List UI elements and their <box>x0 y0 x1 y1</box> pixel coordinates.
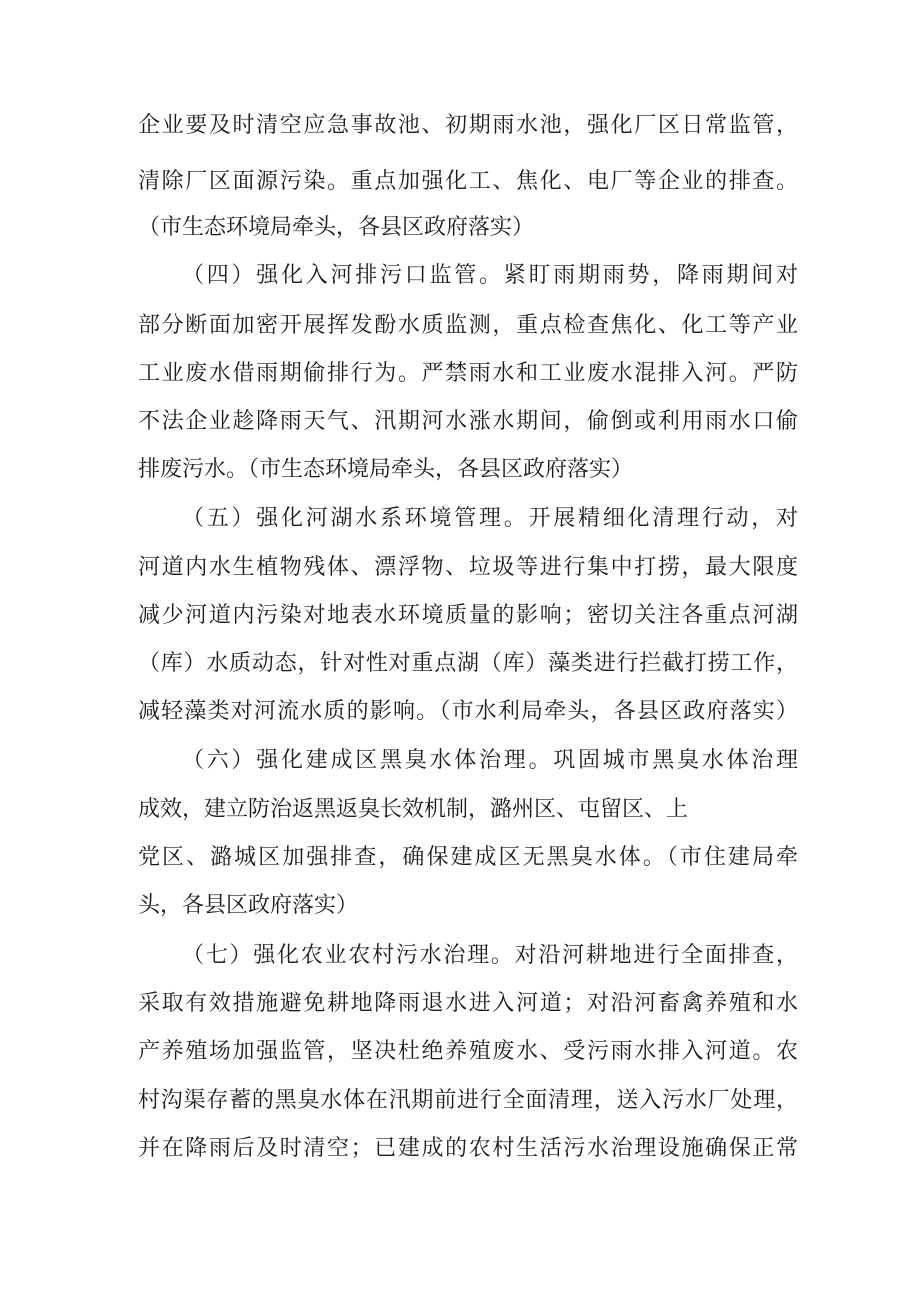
text-line-13: 减轻藻类对河流水质的影响。（市水利局牵头，各县区政府落实） <box>138 699 798 724</box>
text-line-11: 减少河道内污染对地表水环境质量的影响；密切关注各重点河湖 <box>138 603 798 628</box>
text-line-10: 河道内水生植物残体、漂浮物、垃圾等进行集中打捞，最大限度 <box>138 555 798 580</box>
text-line-7: 不法企业趁降雨天气、汛期河水涨水期间，偷倒或利用雨水口偷 <box>138 409 798 434</box>
text-line-17: 头，各县区政府落实） <box>138 893 359 918</box>
text-line-5: 部分断面加密开展挥发酚水质监测，重点检查焦化、化工等产业 <box>138 313 798 338</box>
text-line-22: 并在降雨后及时清空；已建成的农村生活污水治理设施确保正常 <box>138 1136 798 1161</box>
text-line-15: 成效，建立防治返黑返臭长效机制，潞州区、屯留区、上 <box>138 797 689 822</box>
text-line-2: 清除厂区面源污染。重点加强化工、焦化、电厂等企业的排查。 <box>138 169 798 194</box>
text-line-6: 工业废水借雨期偷排行为。严禁雨水和工业废水混排入河。严防 <box>138 361 798 386</box>
text-line-18: （七）强化农业农村污水治理。对沿河耕地进行全面排查， <box>182 943 798 968</box>
text-line-3: （市生态环境局牵头，各县区政府落实） <box>138 215 535 240</box>
text-line-19: 采取有效措施避免耕地降雨退水进入河道；对沿河畜禽养殖和水 <box>138 991 798 1016</box>
text-line-16: 党区、潞城区加强排查，确保建成区无黑臭水体。（市住建局牵 <box>138 845 798 870</box>
text-line-21: 村沟渠存蓄的黑臭水体在汛期前进行全面清理，送入污水厂处理， <box>138 1088 798 1113</box>
text-line-9: （五）强化河湖水系环境管理。开展精细化清理行动，对 <box>182 506 798 531</box>
text-line-4: （四）强化入河排污口监管。紧盯雨期雨势，降雨期间对 <box>182 263 798 288</box>
text-line-20: 产养殖场加强监管，坚决杜绝养殖废水、受污雨水排入河道。农 <box>138 1039 798 1064</box>
text-line-8: 排废污水。（市生态环境局牵头，各县区政府落实） <box>138 457 634 482</box>
text-line-14: （六）强化建成区黑臭水体治理。巩固城市黑臭水体治理 <box>182 748 798 773</box>
text-line-1: 企业要及时清空应急事故池、初期雨水池，强化厂区日常监管， <box>138 113 798 138</box>
text-line-12: （库）水质动态，针对性对重点湖（库）藻类进行拦截打捞工作， <box>138 651 798 676</box>
